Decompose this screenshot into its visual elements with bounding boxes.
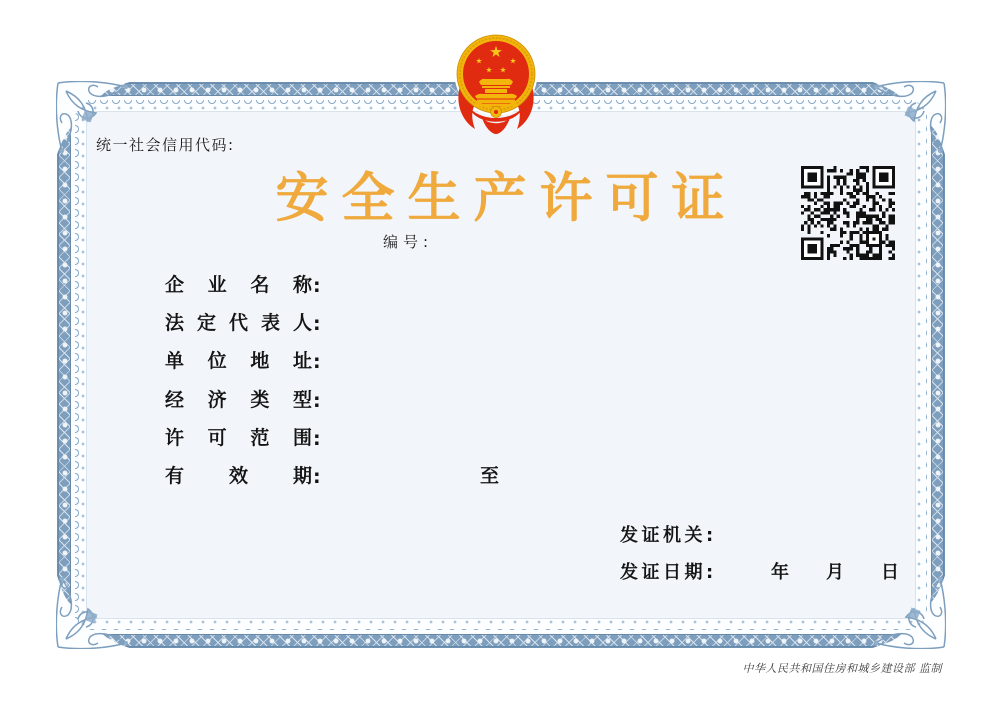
field-label: 法定代表人 xyxy=(165,312,312,334)
date-year-label: 年 xyxy=(771,562,789,583)
date-day-label: 日 xyxy=(881,562,899,583)
field-colon: : xyxy=(313,275,321,297)
field-company-name xyxy=(165,270,321,297)
supervising-authority-note: 中华人民共和国住房和城乡建设部 监制 xyxy=(742,662,942,675)
field-unit-address xyxy=(165,346,321,373)
serial-number-label: 编号: xyxy=(383,233,434,251)
certificate-title: 安全生产许可证 xyxy=(275,168,738,229)
validity-to-label: 至 xyxy=(480,465,500,487)
field-label: 经济类型 xyxy=(165,389,312,411)
field-legal-representative xyxy=(165,308,321,335)
field-label: 单位地址 xyxy=(165,350,312,372)
field-colon: : xyxy=(313,313,321,335)
field-validity-period xyxy=(165,461,321,488)
field-colon: : xyxy=(313,428,321,450)
field-label: 有效期 xyxy=(165,465,312,487)
prc-national-emblem-icon xyxy=(444,28,548,140)
issuing-authority-label: 发证机关: xyxy=(620,525,717,546)
date-month-label: 月 xyxy=(826,562,844,583)
field-colon: : xyxy=(313,390,321,412)
field-label: 企业名称 xyxy=(165,274,312,296)
field-colon: : xyxy=(313,466,321,488)
credit-code-label: 统一社会信用代码: xyxy=(96,136,235,154)
field-colon: : xyxy=(313,351,321,373)
field-permit-scope xyxy=(165,423,321,450)
issue-date-label: 发证日期: xyxy=(620,562,717,583)
field-label: 许可范围 xyxy=(165,427,312,449)
field-economic-type xyxy=(165,385,321,412)
